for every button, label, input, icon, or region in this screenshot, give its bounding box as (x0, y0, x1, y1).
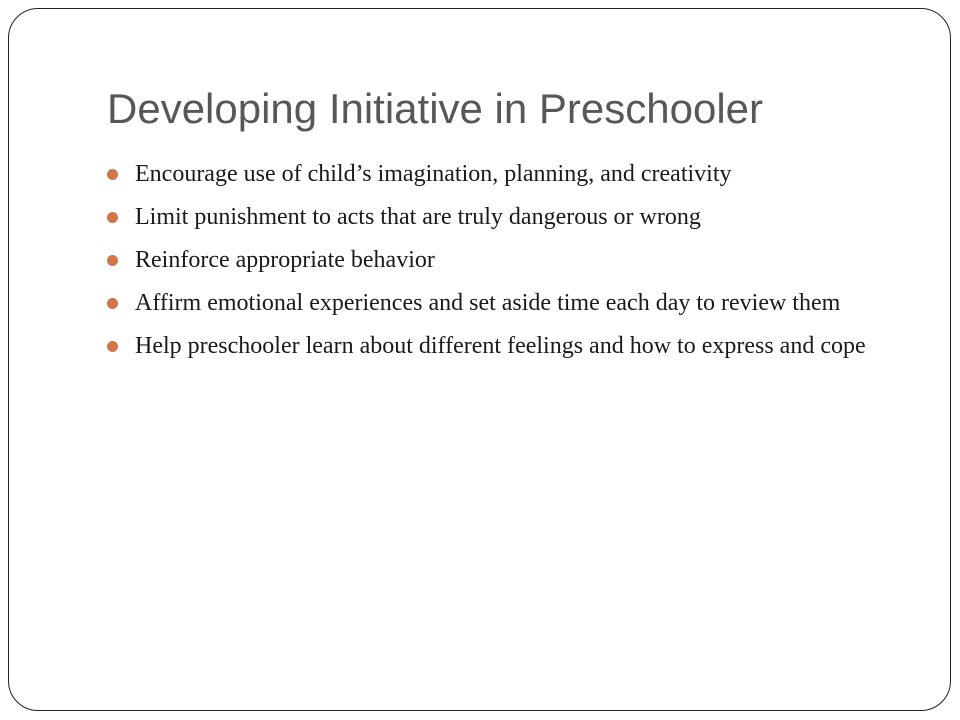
bullet-dot-icon (107, 169, 118, 180)
slide-title: Developing Initiative in Preschooler (107, 85, 764, 132)
bullet-item (107, 331, 897, 362)
bullet-dot-icon (107, 255, 118, 266)
bullet-text: Limit punishment to acts that are truly dangerous or wrong (135, 204, 701, 230)
bullet-text: Encourage use of child’s imagination, planning, and creativity (135, 161, 732, 187)
bullet-item (107, 245, 897, 276)
bullet-list (107, 159, 897, 374)
bullet-dot-icon (107, 212, 118, 223)
bullet-item (107, 159, 897, 190)
bullet-text: Affirm emotional experiences and set aside time each day to review them (135, 290, 841, 316)
bullet-item (107, 288, 897, 319)
bullet-text: Help preschooler learn about different feelings and how to express and cope (135, 333, 866, 359)
bullet-dot-icon (107, 341, 118, 352)
bullet-item (107, 202, 897, 233)
bullet-dot-icon (107, 298, 118, 309)
bullet-text: Reinforce appropriate behavior (135, 247, 435, 273)
